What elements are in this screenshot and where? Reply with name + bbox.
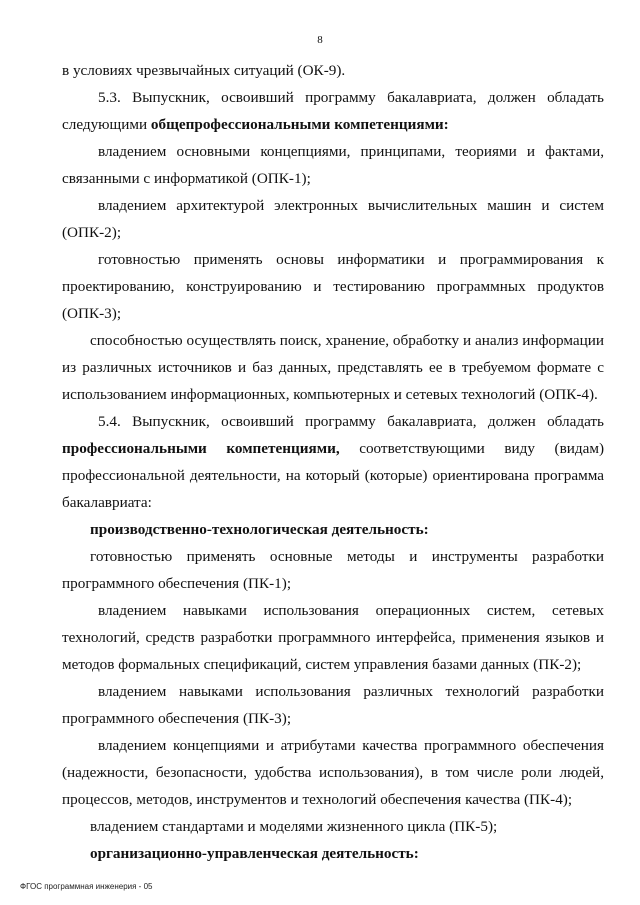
paragraph-opk4: способностью осуществлять поиск, хранение, обработку и анализ информации из различных источников и баз данных, представлять ее в требуемом формате с использованием информационных, компьютерных и сетевых технологий (ОПК-4). xyxy=(62,332,604,403)
paragraph-opk2: владением архитектурой электронных вычислительных машин и систем (ОПК-2); xyxy=(62,197,604,241)
paragraph-opk3: готовностью применять основы информатики и программирования к проектированию, конструированию и тестированию программных продуктов (ОПК-3); xyxy=(62,251,604,322)
page-footer: ФГОС программная инженерия - 05 xyxy=(20,882,153,891)
heading-organizational-management: организационно-управленческая деятельность: xyxy=(90,845,419,862)
page-number: 8 xyxy=(317,34,323,46)
paragraph-pk4: владением концепциями и атрибутами качества программного обеспечения (надежности, безопасности, удобства использования), в том числе роли людей, процессов, методов, инструментов и технологий обеспечения качества (ПК-4); xyxy=(62,737,604,808)
paragraph-5-4-text: 5.4. Выпускник, освоивший программу бакалавриата, должен обладать xyxy=(98,413,604,430)
paragraph-pk3: владением навыками использования различных технологий разработки программного обеспечения (ПК-3); xyxy=(62,683,604,727)
paragraph-pk1: готовностью применять основные методы и инструменты разработки программного обеспечения (ПК-1); xyxy=(62,548,604,592)
paragraph-5-4 xyxy=(62,408,604,516)
paragraph-pk2: владением навыками использования операционных систем, сетевых технологий, средств разработки программного интерфейса, применения языков и методов формальных спецификаций, систем управления базами данных (ПК-2); xyxy=(62,602,604,673)
paragraph-5-4-bold: профессиональными компетенциями, xyxy=(62,440,340,457)
document-body xyxy=(62,57,604,867)
paragraph-5-4-rest: соответствующими виду (видам) профессиональной деятельности, на который (которые) ориентирована программа бакалавриата: xyxy=(62,440,605,511)
paragraph-5-3-bold: общепрофессиональными компетенциями: xyxy=(150,116,449,133)
paragraph-ok9-end: в условиях чрезвычайных ситуаций (ОК-9). xyxy=(62,62,346,79)
paragraph-5-3-text: 5.3. Выпускник, освоивший программу бакалавриата, должен обладать следующими xyxy=(62,89,604,133)
paragraph-5-3 xyxy=(62,84,604,138)
paragraph-pk5: владением стандартами и моделями жизненного цикла (ПК-5); xyxy=(90,818,498,835)
heading-production-technology: производственно-технологическая деятельность: xyxy=(90,521,429,538)
paragraph-opk1: владением основными концепциями, принципами, теориями и фактами, связанными с информатикой (ОПК-1); xyxy=(62,143,604,187)
